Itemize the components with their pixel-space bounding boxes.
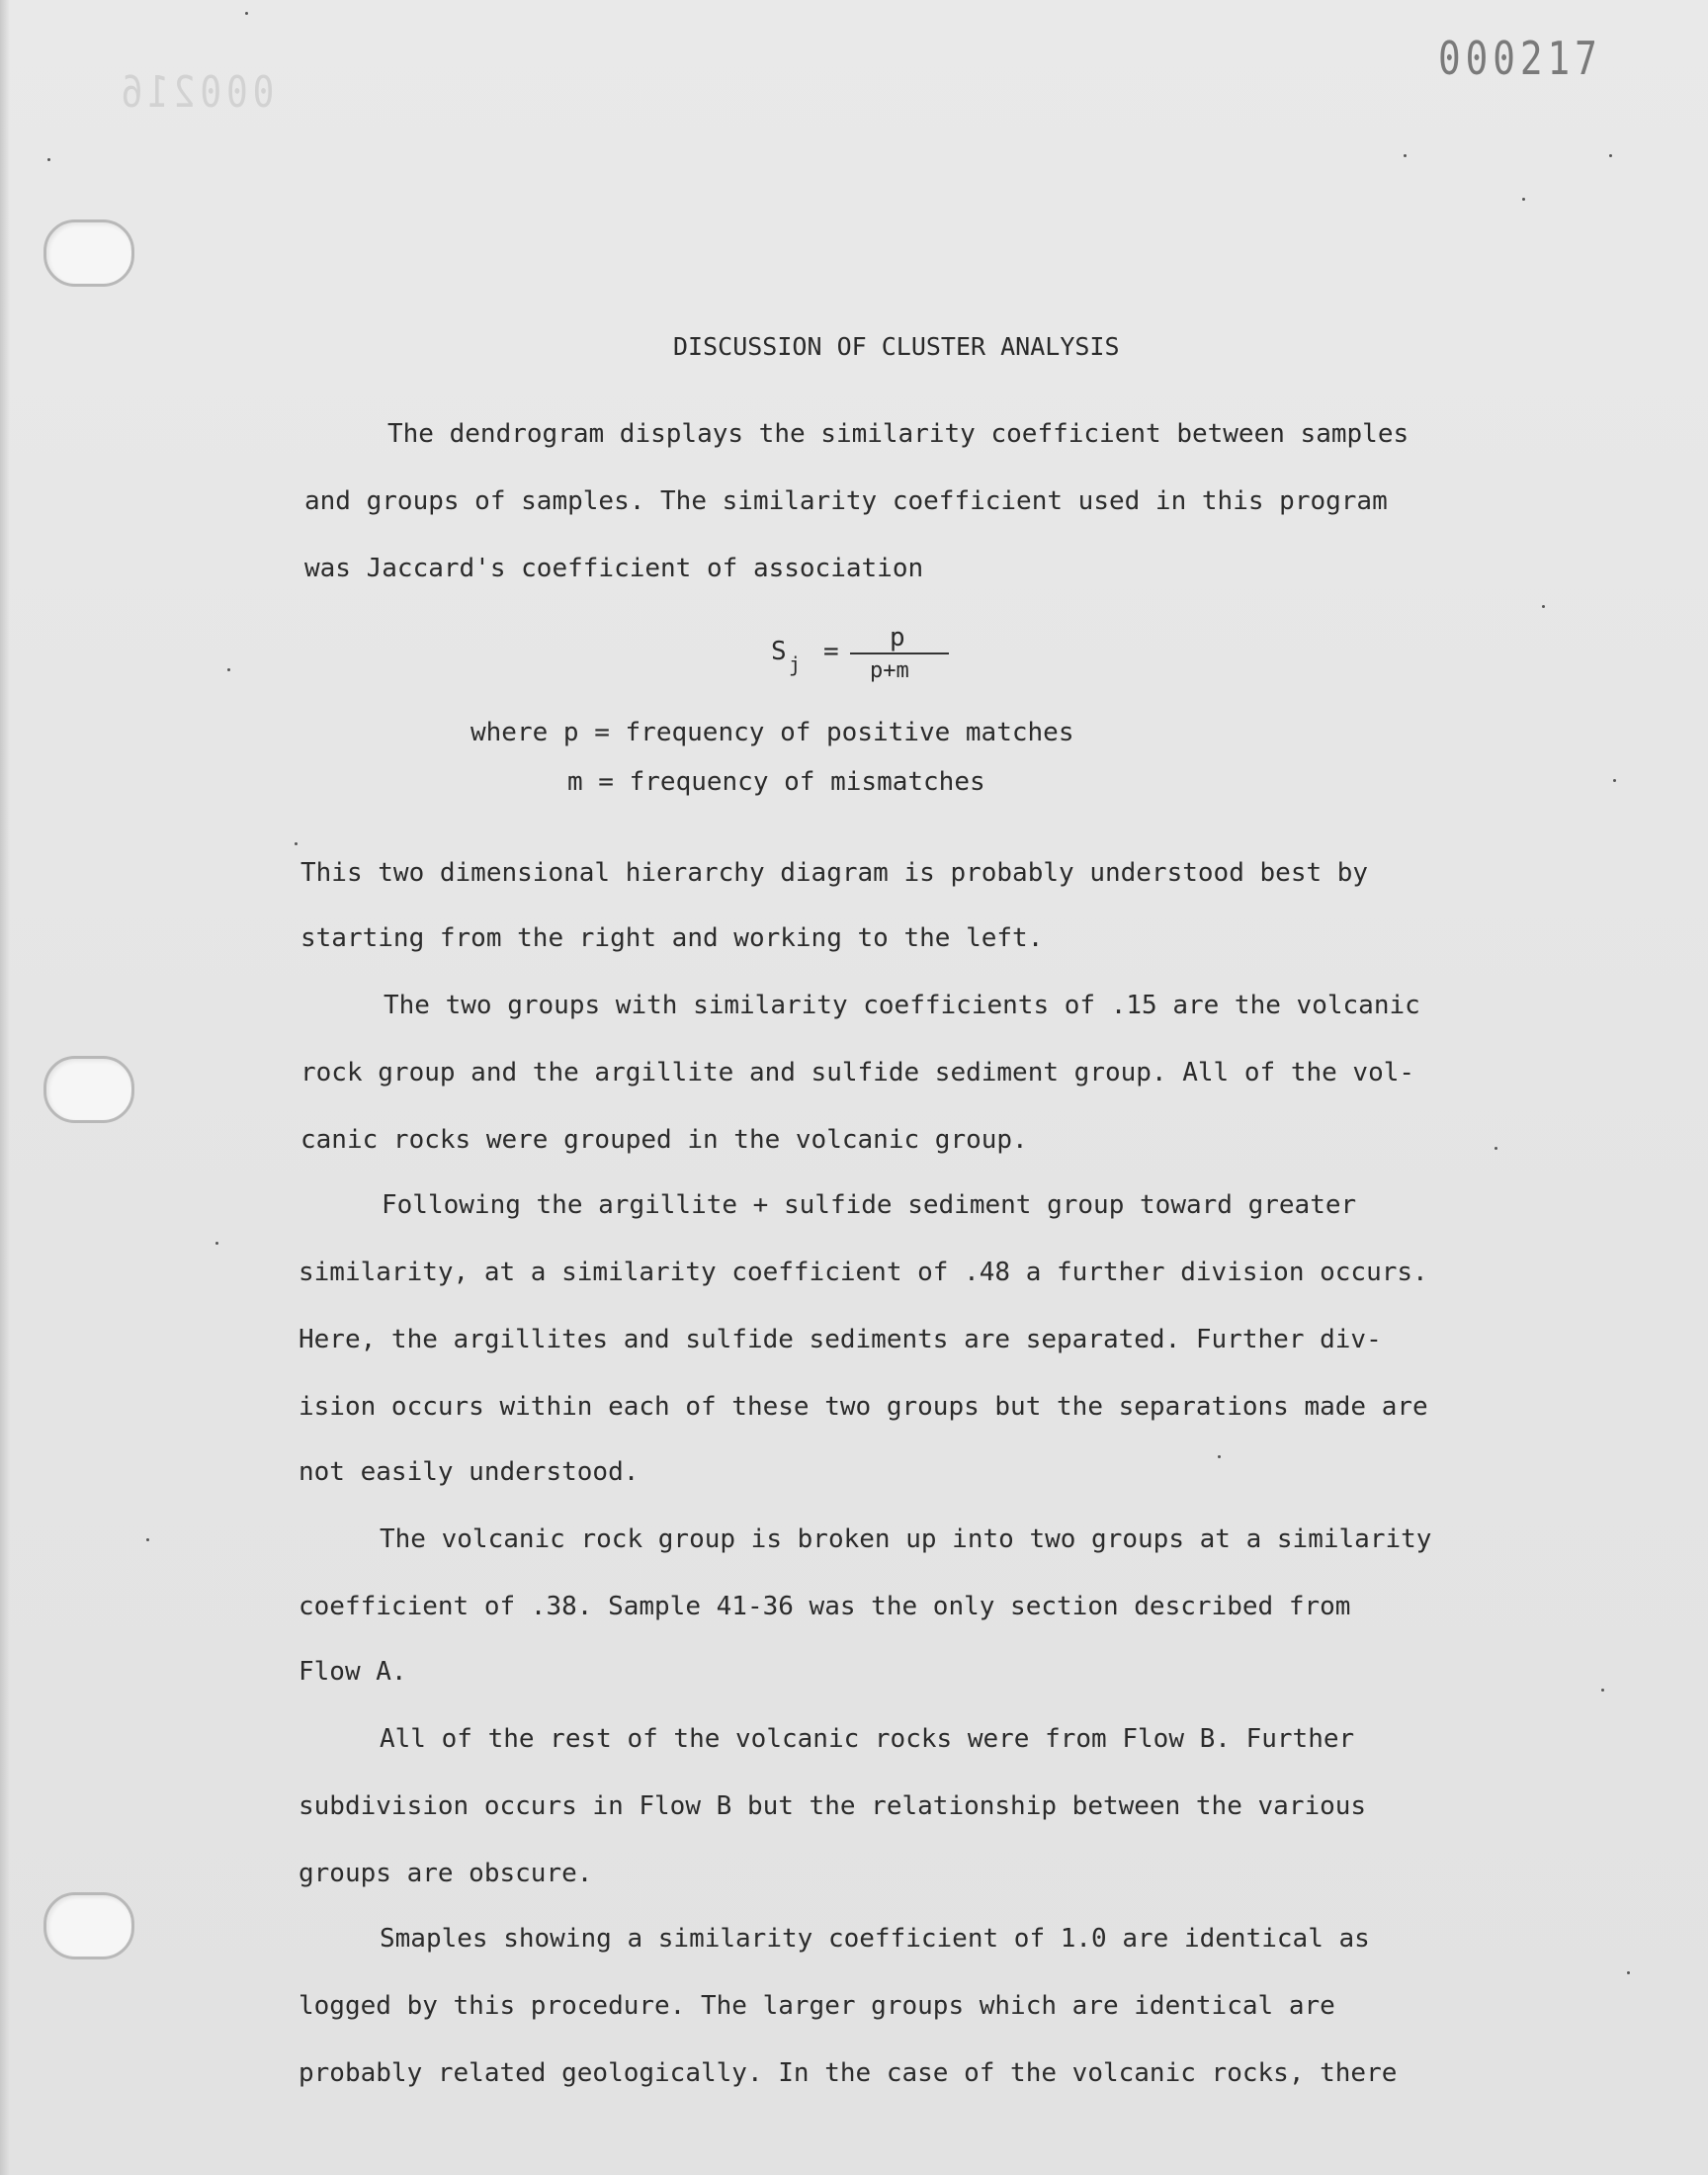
punch-hole-top bbox=[43, 219, 134, 287]
text-line: canic rocks were grouped in the volcanic group. bbox=[300, 1125, 1028, 1155]
text-line: The volcanic rock group is broken up into two groups at a similarity bbox=[380, 1524, 1432, 1554]
punch-hole-middle bbox=[43, 1056, 134, 1123]
page-title: DISCUSSION OF CLUSTER ANALYSIS bbox=[673, 332, 1120, 361]
text-line: Flow A. bbox=[299, 1657, 407, 1687]
text-line: and groups of samples. The similarity coefficient used in this program bbox=[304, 486, 1388, 516]
scan-speck bbox=[1494, 1147, 1497, 1150]
text-line: not easily understood. bbox=[299, 1457, 640, 1487]
definition-line: where p = frequency of positive matches bbox=[470, 718, 1074, 747]
fraction-bar bbox=[850, 652, 949, 654]
text-line: Here, the argillites and sulfide sediments are separated. Further div- bbox=[299, 1325, 1382, 1354]
formula-lhs: S bbox=[771, 637, 787, 666]
text-line: subdivision occurs in Flow B but the relationship between the various bbox=[299, 1791, 1367, 1821]
text-line: Following the argillite + sulfide sediment group toward greater bbox=[382, 1190, 1357, 1220]
scan-speck bbox=[1613, 779, 1616, 782]
bleed-through-stamp: 000216 bbox=[116, 67, 275, 118]
scan-speck bbox=[245, 12, 248, 15]
text-line: The dendrogram displays the similarity coefficient between samples bbox=[387, 419, 1409, 449]
formula-numerator: p bbox=[890, 623, 905, 652]
scan-speck bbox=[1609, 154, 1612, 157]
text-line: Smaples showing a similarity coefficient of 1.0 are identical as bbox=[380, 1924, 1370, 1954]
text-line: The two groups with similarity coefficients of .15 are the volcanic bbox=[384, 991, 1420, 1020]
scan-speck bbox=[1218, 1455, 1221, 1458]
scan-speck bbox=[47, 158, 50, 161]
text-line: rock group and the argillite and sulfide sediment group. All of the vol- bbox=[300, 1058, 1415, 1088]
text-line: similarity, at a similarity coefficient of .48 a further division occurs. bbox=[299, 1258, 1428, 1287]
scan-speck bbox=[1404, 154, 1407, 157]
scan-speck bbox=[1601, 1689, 1604, 1692]
definition-line: m = frequency of mismatches bbox=[567, 767, 985, 797]
scan-speck bbox=[146, 1538, 149, 1541]
scan-speck bbox=[215, 1242, 218, 1245]
text-line: ision occurs within each of these two groups but the separations made are bbox=[299, 1392, 1428, 1422]
scan-speck bbox=[295, 842, 298, 845]
text-line: All of the rest of the volcanic rocks were from Flow B. Further bbox=[380, 1724, 1355, 1754]
text-line: groups are obscure. bbox=[299, 1859, 593, 1888]
page-edge-shadow bbox=[0, 0, 10, 2175]
text-line: was Jaccard's coefficient of association bbox=[304, 554, 924, 583]
jaccard-formula bbox=[771, 623, 969, 702]
scan-speck bbox=[1542, 605, 1545, 608]
page-number-stamp: 000217 bbox=[1438, 32, 1602, 85]
text-line: probably related geologically. In the case of the volcanic rocks, there bbox=[299, 2058, 1398, 2088]
text-line: coefficient of .38. Sample 41-36 was the only section described from bbox=[299, 1592, 1351, 1621]
formula-denominator: p+m bbox=[870, 658, 909, 683]
text-line: This two dimensional hierarchy diagram is probably understood best by bbox=[300, 858, 1369, 888]
formula-lhs-subscript: j bbox=[789, 652, 802, 676]
punch-hole-bottom bbox=[43, 1892, 134, 1959]
formula-equals: = bbox=[823, 637, 839, 666]
text-line: starting from the right and working to the left. bbox=[300, 923, 1044, 953]
scan-speck bbox=[1522, 198, 1525, 201]
scan-speck bbox=[227, 668, 230, 671]
scan-speck bbox=[1627, 1971, 1630, 1974]
text-line: logged by this procedure. The larger groups which are identical are bbox=[299, 1991, 1335, 2021]
